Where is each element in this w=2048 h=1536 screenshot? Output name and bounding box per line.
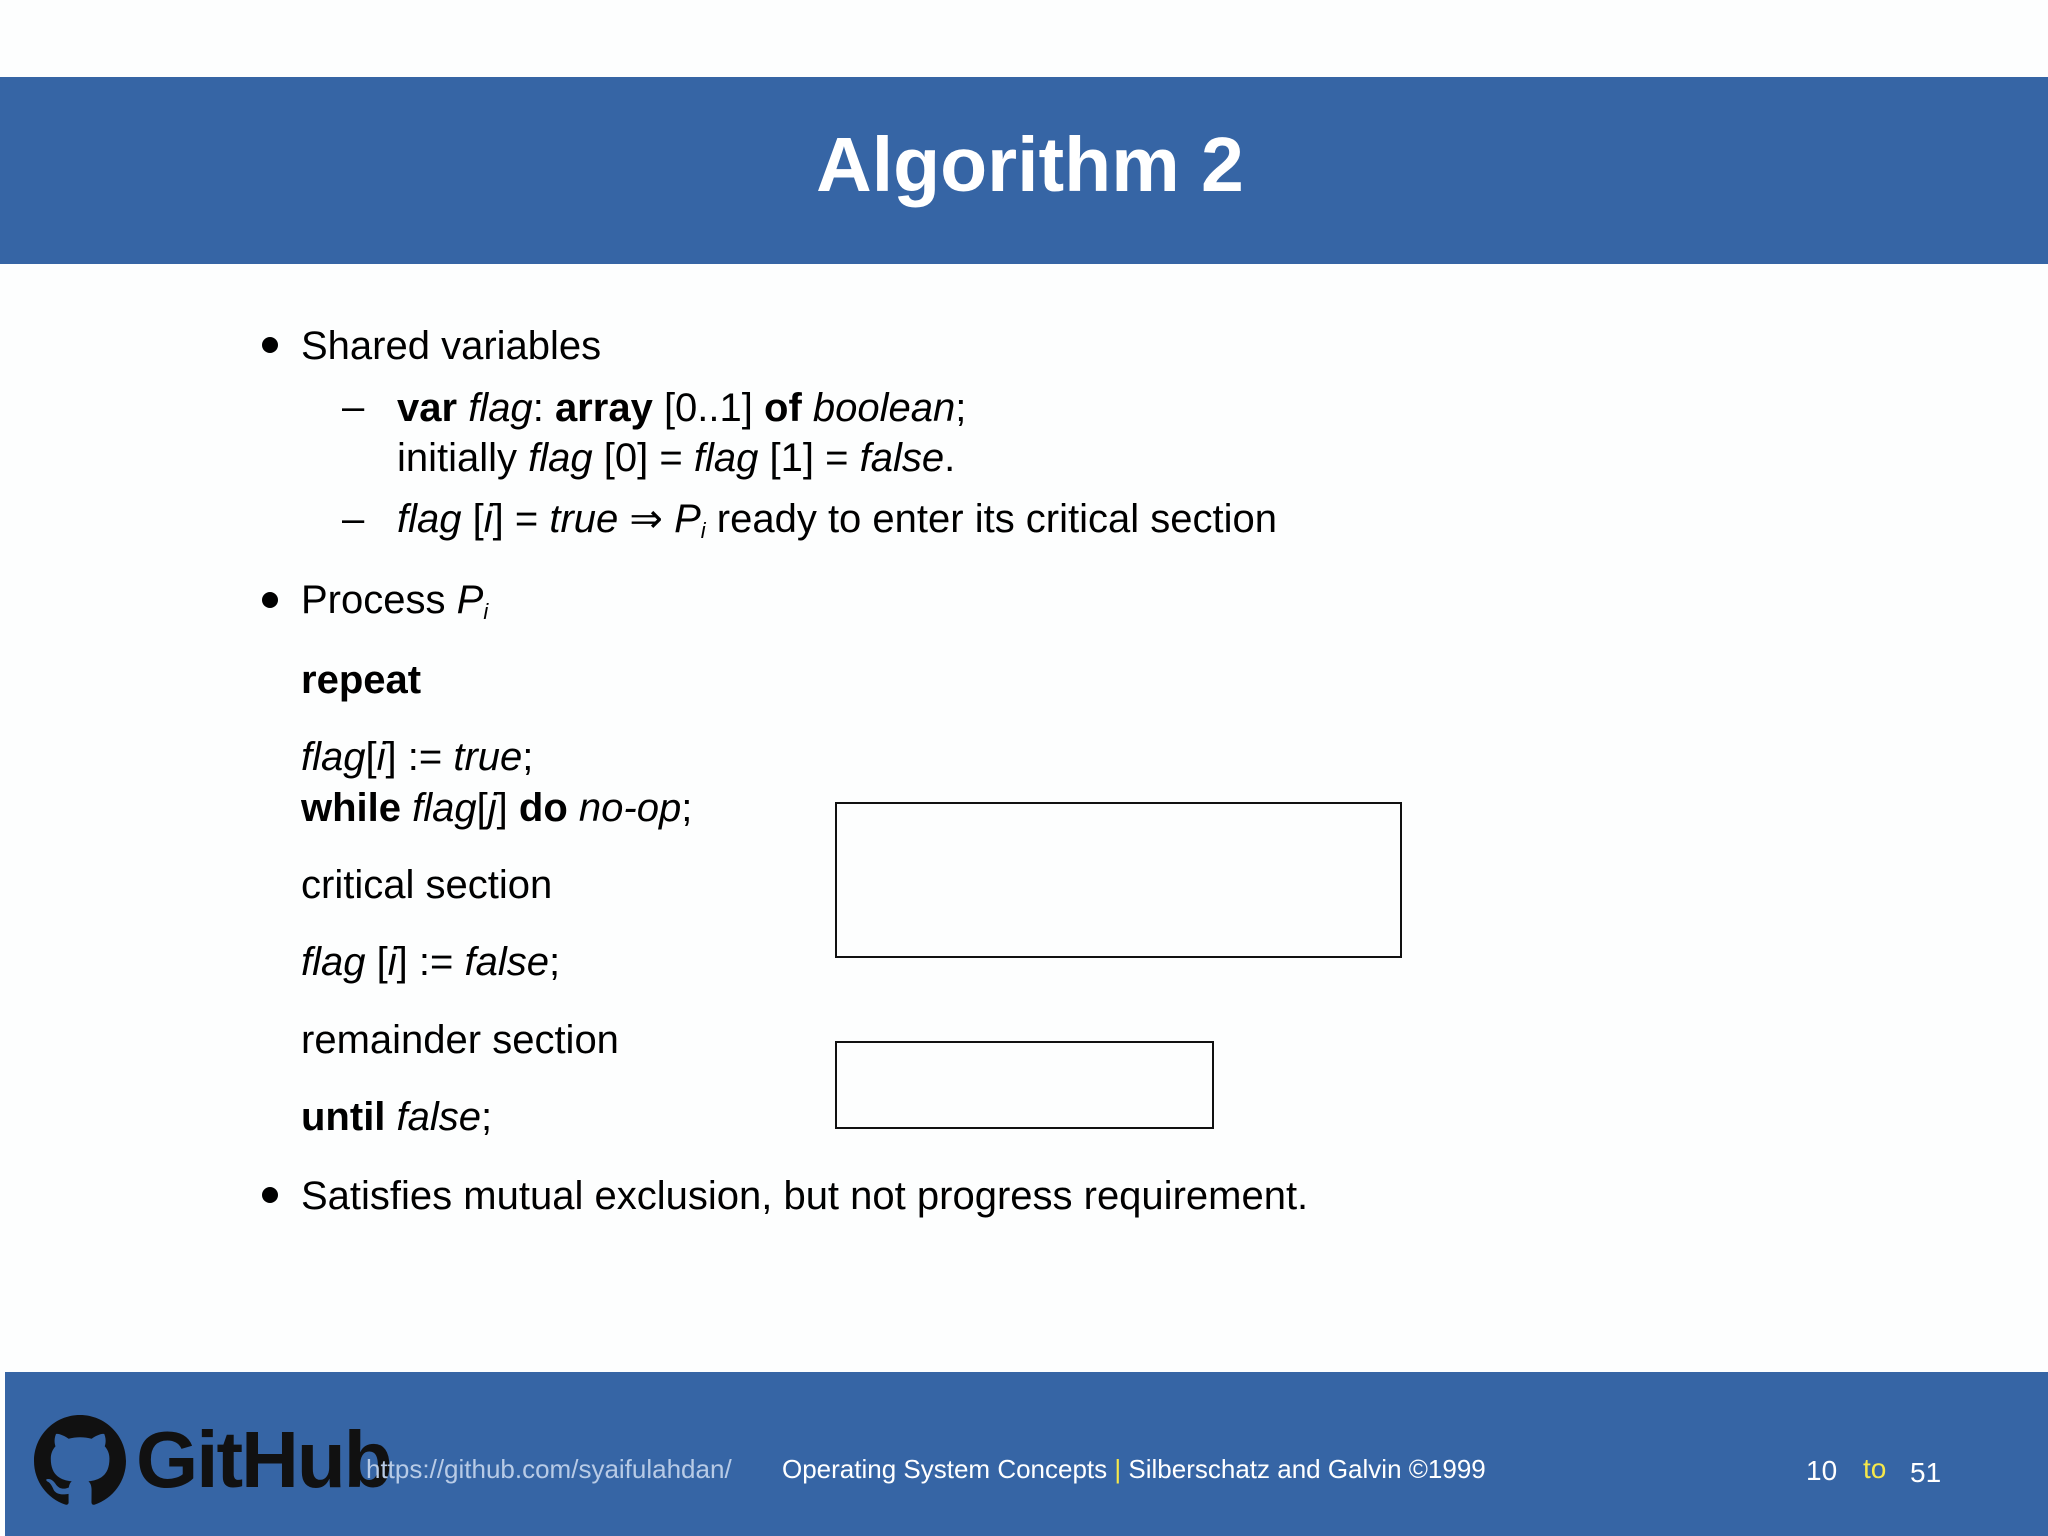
code-critical-section: critical section — [301, 863, 553, 907]
code-while — [301, 784, 692, 832]
bracket-close-equals: ] = — [492, 497, 539, 541]
implies-arrow: ⇒ — [629, 497, 663, 541]
flag: flag — [412, 786, 477, 830]
footer-authors: Silberschatz and Galvin ©1999 — [1128, 1454, 1486, 1484]
flag: flag — [397, 497, 462, 541]
footer-separator: | — [1114, 1454, 1122, 1484]
kw-var: var — [397, 386, 458, 430]
flag: flag — [301, 940, 366, 984]
footer-url-link[interactable]: https://github.com/syaifulahdan/ — [366, 1454, 732, 1484]
github-wordmark: GitHub — [136, 1415, 391, 1504]
index-i: i — [483, 497, 493, 541]
process-p: P — [674, 497, 701, 541]
dash-marker: – — [342, 385, 365, 429]
slide-title: Algorithm 2 — [816, 122, 1244, 208]
semicolon: ; — [955, 386, 967, 430]
remainder-section-box — [835, 1041, 1214, 1129]
bullet-satisfies: Satisfies mutual exclusion, but not progress requirement. — [301, 1174, 1309, 1218]
type-boolean: boolean — [812, 386, 956, 430]
dash-marker: – — [342, 497, 365, 541]
flag-1: flag — [693, 436, 759, 480]
subscript-i: i — [700, 518, 706, 543]
bracket-open: [ — [472, 497, 484, 541]
index-j: j — [487, 786, 497, 830]
declaration-line — [397, 384, 966, 432]
range: [0..1] — [663, 386, 753, 430]
page-total: 51 — [1910, 1457, 1942, 1488]
value-false: false — [396, 1095, 482, 1139]
flag-0: flag — [528, 436, 593, 480]
value-false: false — [464, 940, 549, 984]
footer-book-title: Operating System Concepts — [782, 1454, 1108, 1484]
assign: ] := — [385, 735, 443, 779]
flag-ready-line — [397, 495, 1277, 543]
semicolon: ; — [522, 735, 534, 779]
page-to-label: to — [1863, 1453, 1887, 1484]
bullet-dot — [262, 1187, 278, 1203]
colon: : — [532, 386, 544, 430]
semicolon: ; — [548, 940, 561, 984]
assign: ] := — [396, 940, 454, 984]
process-label: Process — [301, 578, 446, 622]
semicolon: ; — [681, 786, 693, 830]
kw-repeat: repeat — [301, 658, 422, 702]
page-number: 10 — [1806, 1455, 1838, 1486]
value-true: true — [549, 497, 619, 541]
semicolon: ; — [481, 1095, 493, 1139]
kw-do: do — [518, 786, 568, 830]
kw-until: until — [301, 1095, 386, 1139]
var-flag: flag — [468, 386, 533, 430]
index-0: [0] = — [603, 436, 683, 480]
value-true: true — [453, 735, 523, 779]
bullet-process — [301, 576, 488, 624]
code-until — [301, 1093, 492, 1141]
index-i: i — [376, 735, 386, 779]
bracket-open: [ — [365, 735, 377, 779]
code-flag-false — [301, 938, 560, 986]
bracket-open: [ — [376, 940, 388, 984]
no-op: no-op — [578, 786, 682, 830]
footer-citation — [782, 1452, 1486, 1486]
kw-array: array — [554, 386, 653, 430]
kw-while: while — [301, 786, 402, 830]
ready-text: ready to enter its critical section — [716, 497, 1277, 541]
code-flag-true — [301, 733, 533, 781]
index-i: i — [387, 940, 397, 984]
github-octocat-icon — [34, 1415, 126, 1507]
code-repeat — [301, 656, 421, 704]
bracket-open: [ — [476, 786, 488, 830]
word-initially: initially — [397, 436, 518, 480]
kw-of: of — [764, 386, 802, 430]
period: . — [944, 436, 956, 480]
bullet-dot — [262, 337, 278, 353]
bracket-close: ] — [496, 786, 508, 830]
index-1: [1] = — [769, 436, 849, 480]
value-false: false — [859, 436, 945, 480]
process-p: P — [456, 578, 484, 622]
bullet-shared-variables: Shared variables — [301, 324, 602, 368]
bullet-dot — [262, 592, 278, 608]
critical-section-box — [835, 802, 1402, 958]
flag: flag — [301, 735, 366, 779]
code-remainder-section: remainder section — [301, 1018, 619, 1062]
subscript-i: i — [483, 599, 489, 624]
initially-line — [397, 434, 955, 482]
